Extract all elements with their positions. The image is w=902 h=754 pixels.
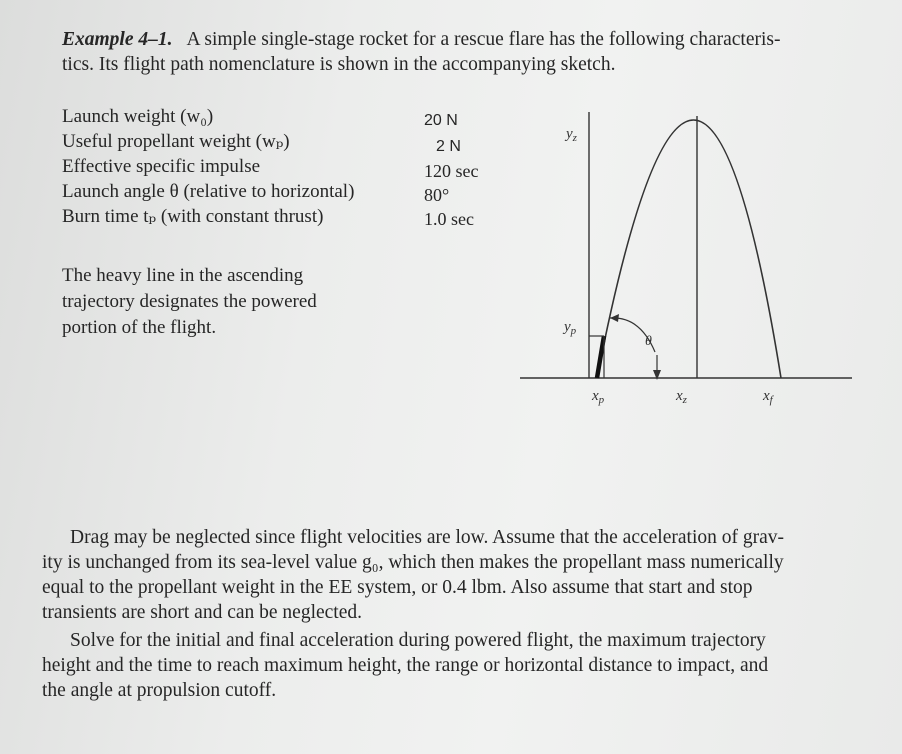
trajectory-curve [597,120,781,378]
powered-flight-segment [597,336,604,378]
figure-note: portion of the flight. [62,317,217,338]
example-label: Example 4–1. [62,29,173,50]
arrowhead-icon [610,314,619,322]
body-paragraph-2: height and the time to reach maximum height, the range or horizontal distance to impact, and [42,655,769,676]
param-value: 120 sec [424,161,479,181]
label-theta: θ [645,334,652,349]
param-value: 20 N [424,112,458,129]
figure-note: The heavy line in the ascending [62,265,304,286]
param-value: 2 N [436,138,461,155]
param-name: Useful propellant weight (wₚ) [62,131,290,152]
label-xp: $x_p$ [592,388,605,406]
figure-note: trajectory designates the powered [62,291,317,312]
intro-text-1: A simple single-stage rocket for a rescue flare has the following characteris- [186,29,781,50]
body-paragraph-2: the angle at propulsion cutoff. [42,680,277,701]
body-paragraph-1: ity is unchanged from its sea-level value g₀, which then makes the propellant mass numerically [42,552,784,573]
example-intro-line2: tics. Its flight path nomenclature is shown in the accompanying sketch. [62,54,616,75]
param-name: Launch weight (w₀) [62,106,214,127]
param-value: 1.0 sec [424,209,474,229]
label-xz: $x_z$ [676,388,687,406]
label-yp: $y_p$ [564,319,577,337]
label-xf: $x_f$ [763,388,773,406]
param-name: Burn time tₚ (with constant thrust) [62,206,324,227]
param-name: Launch angle θ (relative to horizontal) [62,181,355,202]
param-value: 80° [424,185,450,205]
body-paragraph-1: transients are short and can be neglected. [42,602,362,623]
body-paragraph-2: Solve for the initial and final acceleration during powered flight, the maximum trajectory [70,630,766,651]
param-name: Effective specific impulse [62,156,261,177]
label-yz: $y_z$ [566,126,577,144]
body-paragraph-1: equal to the propellant weight in the EE system, or 0.4 lbm. Also assume that start and stop [42,577,753,598]
body-paragraph-1: Drag may be neglected since flight velocities are low. Assume that the acceleration of grav- [70,527,784,548]
